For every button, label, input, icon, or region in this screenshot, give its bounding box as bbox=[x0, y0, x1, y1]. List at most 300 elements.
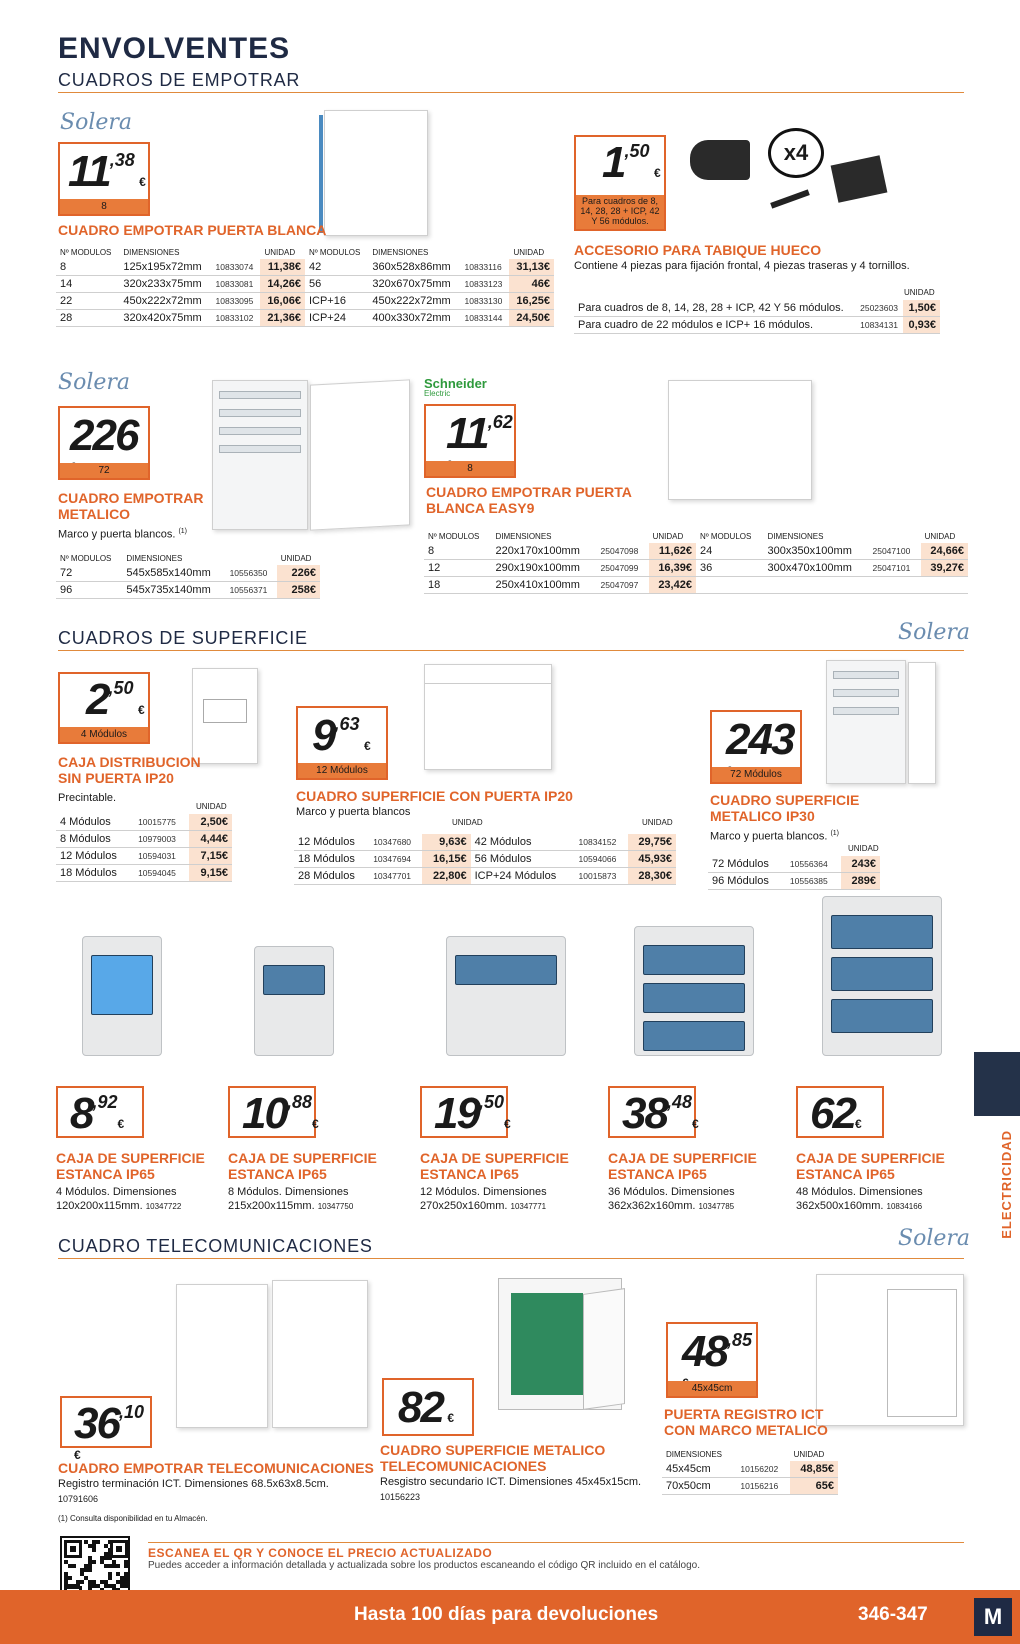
code-cell: 10594066 bbox=[575, 851, 628, 868]
product-description: Precintable. bbox=[58, 792, 117, 804]
column-header bbox=[869, 530, 921, 543]
product-description: Registro terminación ICT. Dimensiones 68.5x63x8.5cm. bbox=[58, 1478, 329, 1490]
table-cell: 12 Módulos bbox=[294, 834, 369, 851]
price-cell: 31,13€ bbox=[509, 259, 554, 276]
product-image-cuadro-empotrar bbox=[324, 110, 428, 236]
column-header: UNIDAD bbox=[513, 248, 545, 257]
qr-module bbox=[108, 1540, 112, 1544]
product-title: CAJA DE SUPERFICIE ESTANCA IP65 bbox=[56, 1150, 205, 1183]
column-header: UNIDAD bbox=[793, 1450, 825, 1459]
page-numbers: 346-347 bbox=[858, 1604, 928, 1625]
code-cell: 10347701 bbox=[369, 868, 422, 885]
door-panel bbox=[263, 965, 325, 995]
code-cell: 25047099 bbox=[597, 560, 649, 577]
qr-module bbox=[124, 1584, 128, 1588]
price-cell: 16,06€ bbox=[260, 293, 304, 310]
product-image-screw bbox=[770, 189, 810, 208]
code-cell: 10556364 bbox=[786, 856, 841, 873]
product-description: 4 Módulos. Dimensiones bbox=[56, 1186, 177, 1198]
price-box bbox=[574, 135, 666, 231]
table-cell: 300x470x100mm bbox=[763, 560, 868, 577]
price-box bbox=[666, 1322, 758, 1398]
column-header: UNIDAD bbox=[264, 248, 296, 257]
brand-logo-solera: Solera bbox=[58, 370, 131, 395]
section-title-superficie: CUADROS DE SUPERFICIE bbox=[58, 628, 308, 648]
column-header bbox=[212, 246, 261, 259]
table-cell: 18 Módulos bbox=[294, 851, 369, 868]
price-integer: 1 bbox=[602, 138, 625, 187]
description-text: Marco y puerta blancos. bbox=[58, 528, 176, 541]
table-cell: ICP+16 bbox=[305, 293, 368, 310]
price-cell: 289€ bbox=[841, 873, 880, 890]
price-tag: 4 Módulos bbox=[60, 727, 148, 742]
product-image-clip bbox=[690, 140, 750, 180]
product-image-telecom-metalico bbox=[498, 1278, 622, 1410]
product-description bbox=[58, 528, 187, 541]
price-cell: 22,80€ bbox=[422, 868, 470, 885]
table-cell: 400x330x72mm bbox=[368, 310, 460, 327]
price-box bbox=[58, 142, 150, 216]
qr-module bbox=[88, 1568, 92, 1572]
price-cell: 11,38€ bbox=[260, 259, 304, 276]
brand-logo-schneider bbox=[424, 376, 487, 398]
product-image-telecom-right bbox=[272, 1280, 368, 1428]
product-code: 10834166 bbox=[886, 1202, 923, 1211]
code-cell: 25047100 bbox=[869, 543, 921, 560]
price-cell: 45,93€ bbox=[628, 851, 676, 868]
price-cell: 11,62€ bbox=[649, 543, 696, 560]
code-cell: 10834152 bbox=[575, 834, 628, 851]
price-integer: 36 bbox=[74, 1399, 119, 1448]
code-cell: 25023603 bbox=[856, 300, 903, 317]
table-cell: Para cuadros de 8, 14, 28, 28 + ICP, 42 Y 56 módulos. bbox=[574, 300, 856, 317]
product-dimensions-line bbox=[796, 1200, 922, 1213]
table-row bbox=[56, 565, 320, 582]
code-cell: 10556371 bbox=[226, 582, 277, 599]
qr-module bbox=[108, 1576, 112, 1580]
table-row bbox=[294, 851, 676, 868]
price-cell: 48,85€ bbox=[790, 1461, 838, 1478]
qr-module bbox=[124, 1564, 128, 1568]
product-image-bracket bbox=[831, 155, 888, 203]
spec-table bbox=[574, 300, 940, 334]
qr-module bbox=[72, 1564, 76, 1568]
section-divider bbox=[58, 92, 964, 93]
table-cell: 125x195x72mm bbox=[119, 259, 211, 276]
table-row bbox=[56, 293, 554, 310]
code-cell: 10156216 bbox=[736, 1478, 789, 1495]
table-cell: 96 bbox=[56, 582, 122, 599]
product-image-door bbox=[908, 662, 936, 784]
price-cell: 4,44€ bbox=[189, 831, 232, 848]
price-box bbox=[382, 1378, 474, 1436]
column-header: UNIDAD bbox=[652, 532, 684, 541]
price-cell: 9,15€ bbox=[189, 865, 232, 882]
table-cell: 28 bbox=[56, 310, 119, 327]
code-cell: 25047098 bbox=[597, 543, 649, 560]
table-row bbox=[56, 259, 554, 276]
code-cell: 10015873 bbox=[575, 868, 628, 885]
price-currency: € bbox=[74, 1448, 81, 1462]
price-cell: 21,36€ bbox=[260, 310, 304, 327]
product-image-door bbox=[310, 379, 410, 530]
table-row bbox=[424, 560, 968, 577]
product-description: Resgistro secundario ICT. Dimensiones 45x45x15cm. bbox=[380, 1476, 642, 1488]
price-decimal: ,92 bbox=[92, 1092, 118, 1112]
price-box bbox=[796, 1086, 884, 1138]
door-panel bbox=[831, 999, 933, 1033]
column-header-unidad: UNIDAD bbox=[452, 818, 483, 827]
product-description: Marco y puerta blancos bbox=[296, 806, 411, 818]
price-cell: 39,27€ bbox=[921, 560, 968, 577]
price-integer: 226 bbox=[70, 411, 138, 460]
section-divider bbox=[58, 650, 964, 651]
price-cell: 24,50€ bbox=[509, 310, 554, 327]
code-cell: 25047101 bbox=[869, 560, 921, 577]
dimensions: 120x200x115mm. bbox=[56, 1200, 143, 1212]
door-panel bbox=[831, 915, 933, 949]
qr-marker bbox=[110, 1540, 128, 1558]
column-header-unidad: UNIDAD bbox=[848, 844, 879, 853]
price-box bbox=[56, 1086, 144, 1138]
code-cell: 10347694 bbox=[369, 851, 422, 868]
table-cell: 56 bbox=[305, 276, 368, 293]
price-box bbox=[58, 406, 150, 480]
table-cell: 45x45cm bbox=[662, 1461, 736, 1478]
table-cell: 56 Módulos bbox=[471, 851, 575, 868]
table-row bbox=[708, 873, 880, 890]
table-cell: 28 Módulos bbox=[294, 868, 369, 885]
code-cell: 10015775 bbox=[134, 814, 189, 831]
price-integer: 8 bbox=[70, 1089, 93, 1138]
qr-module bbox=[68, 1576, 72, 1580]
table-cell: ICP+24 Módulos bbox=[471, 868, 575, 885]
door-panel bbox=[455, 955, 557, 985]
page-title: ENVOLVENTES bbox=[58, 32, 291, 65]
table-cell: 14 bbox=[56, 276, 119, 293]
price-cell: 1,50€ bbox=[903, 300, 940, 317]
door-panel bbox=[831, 957, 933, 991]
qr-module bbox=[92, 1548, 96, 1552]
price-box bbox=[228, 1086, 319, 1138]
column-header: Nº MODULOS bbox=[308, 248, 361, 257]
product-image-ip65 bbox=[822, 896, 942, 1056]
price-currency: € bbox=[311, 1117, 319, 1131]
column-header: UNIDAD bbox=[280, 554, 312, 563]
product-dimensions-line bbox=[56, 1200, 181, 1213]
price-currency: € bbox=[117, 1117, 125, 1131]
price-currency: € bbox=[137, 703, 145, 717]
qr-description: Puedes acceder a información detallada y actualizada sobre los productos escaneando el código QR incluido en el catálogo. bbox=[148, 1560, 701, 1571]
table-cell: 72 bbox=[56, 565, 122, 582]
column-header: DIMENSIONES bbox=[126, 554, 183, 563]
code-cell: 10979003 bbox=[134, 831, 189, 848]
table-cell: 220x170x100mm bbox=[492, 543, 597, 560]
price-integer: 2 bbox=[86, 675, 109, 724]
dimensions: 362x500x160mm. bbox=[796, 1200, 884, 1212]
table-cell: 320x420x75mm bbox=[119, 310, 211, 327]
price-cell: 0,93€ bbox=[903, 317, 940, 334]
table-row bbox=[56, 831, 232, 848]
spec-table bbox=[56, 246, 554, 327]
price-cell: 226€ bbox=[277, 565, 320, 582]
column-header: DIMENSIONES bbox=[123, 248, 180, 257]
spec-table bbox=[56, 552, 320, 599]
table-cell: 4 Módulos bbox=[56, 814, 134, 831]
price-decimal: ,63 bbox=[334, 714, 360, 734]
product-code: 10347750 bbox=[317, 1202, 354, 1211]
product-title: CUADRO EMPOTRAR PUERTA BLANCA EASY9 bbox=[426, 484, 632, 517]
price-cell: 28,30€ bbox=[628, 868, 676, 885]
product-image-cuadro-metalico bbox=[212, 380, 308, 530]
column-header: Nº MODULOS bbox=[60, 554, 112, 563]
product-image-ip65 bbox=[446, 936, 566, 1056]
table-row bbox=[56, 310, 554, 327]
brand-sub: Electric bbox=[424, 389, 451, 398]
price-cell: 46€ bbox=[509, 276, 554, 293]
product-code: 10156223 bbox=[380, 1492, 421, 1502]
table-cell: 22 bbox=[56, 293, 119, 310]
table-cell bbox=[763, 577, 868, 594]
product-image-superficie-metalico bbox=[826, 660, 906, 784]
code-cell: 10156202 bbox=[736, 1461, 789, 1478]
quantity-badge: x4 bbox=[768, 128, 824, 178]
product-title: CAJA DE SUPERFICIE ESTANCA IP65 bbox=[608, 1150, 757, 1183]
product-description: 36 Módulos. Dimensiones bbox=[608, 1186, 735, 1198]
product-title: CUADRO EMPOTRAR TELECOMUNICACIONES bbox=[58, 1460, 374, 1476]
column-header: Nº MODULOS bbox=[60, 248, 112, 257]
column-header bbox=[597, 530, 649, 543]
footnote-ref: (1) bbox=[830, 830, 840, 837]
section-divider bbox=[58, 1258, 964, 1259]
product-image-caja-ip20 bbox=[192, 668, 258, 764]
product-title: CUADRO EMPOTRAR PUERTA BLANCA bbox=[58, 222, 327, 238]
table-row bbox=[424, 543, 968, 560]
price-tag: 8 bbox=[426, 461, 514, 476]
brand-logo-solera: Solera bbox=[60, 110, 133, 135]
price-currency: € bbox=[503, 1117, 511, 1131]
product-code: 10347722 bbox=[145, 1202, 182, 1211]
price-tag: 12 Módulos bbox=[298, 763, 386, 778]
product-image-easy9 bbox=[668, 380, 812, 500]
dimensions: 362x362x160mm. bbox=[608, 1200, 696, 1212]
brand-logo-solera: Solera bbox=[898, 1226, 971, 1251]
price-cell: 243€ bbox=[841, 856, 880, 873]
door-panel bbox=[643, 1021, 745, 1051]
price-currency: € bbox=[139, 175, 146, 189]
code-cell: 10833123 bbox=[461, 276, 510, 293]
table-cell: 24 bbox=[696, 543, 764, 560]
price-integer: 48 bbox=[682, 1327, 727, 1376]
table-row bbox=[56, 865, 232, 882]
table-cell: 8 bbox=[424, 543, 492, 560]
product-title: ACCESORIO PARA TABIQUE HUECO bbox=[574, 242, 822, 258]
code-cell: 10556350 bbox=[226, 565, 277, 582]
section-title-empotrar: CUADROS DE EMPOTRAR bbox=[58, 70, 301, 90]
table-cell: 250x410x100mm bbox=[492, 577, 597, 594]
price-box bbox=[710, 710, 802, 784]
price-tag: Para cuadros de 8, 14, 28, 28 + ICP, 42 Y 56 módulos. bbox=[576, 195, 664, 229]
column-header: DIMENSIONES bbox=[767, 532, 824, 541]
price-decimal: ,88 bbox=[286, 1092, 312, 1112]
product-image-ip65 bbox=[82, 936, 162, 1056]
qr-module bbox=[92, 1560, 96, 1564]
door-panel bbox=[91, 955, 153, 1015]
table-row bbox=[294, 868, 676, 885]
brand-name: Schneider bbox=[424, 376, 487, 391]
price-cell: 258€ bbox=[277, 582, 320, 599]
price-cell: 23,42€ bbox=[649, 577, 696, 594]
code-cell: 10833095 bbox=[212, 293, 261, 310]
price-currency: € bbox=[363, 739, 371, 753]
price-decimal: ,85 bbox=[726, 1330, 752, 1350]
price-integer: 19 bbox=[434, 1089, 479, 1138]
price-cell: 29,75€ bbox=[628, 834, 676, 851]
price-box bbox=[608, 1086, 699, 1138]
product-description: 8 Módulos. Dimensiones bbox=[228, 1186, 349, 1198]
table-row bbox=[424, 577, 968, 594]
price-decimal: ,10 bbox=[118, 1402, 144, 1422]
price-integer: 62 bbox=[810, 1089, 855, 1138]
price-box bbox=[420, 1086, 511, 1138]
table-cell: 545x585x140mm bbox=[122, 565, 225, 582]
table-row bbox=[574, 317, 940, 334]
price-tag: 72 bbox=[60, 463, 148, 478]
table-row bbox=[56, 276, 554, 293]
product-title: CUADRO SUPERFICIE METALICO TELECOMUNICACIONES bbox=[380, 1442, 606, 1475]
price-currency: € bbox=[447, 1411, 455, 1425]
code-cell: 25047097 bbox=[597, 577, 649, 594]
product-dimensions-line bbox=[420, 1200, 546, 1213]
table-cell: 18 bbox=[424, 577, 492, 594]
column-header: Nº MODULOS bbox=[428, 532, 480, 541]
footnote-ref: (1) bbox=[178, 528, 188, 535]
brand-logo-m: M bbox=[974, 1598, 1012, 1636]
product-title: CAJA DE SUPERFICIE ESTANCA IP65 bbox=[420, 1150, 569, 1183]
price-integer: 243 bbox=[726, 715, 794, 764]
price-decimal: ,48 bbox=[666, 1092, 692, 1112]
section-label: ELECTRICIDAD bbox=[999, 1130, 1014, 1239]
product-title: CAJA DE SUPERFICIE ESTANCA IP65 bbox=[796, 1150, 945, 1183]
table-row bbox=[574, 300, 940, 317]
table-cell: 36 bbox=[696, 560, 764, 577]
code-cell: 10556385 bbox=[786, 873, 841, 890]
product-title: CUADRO SUPERFICIE CON PUERTA IP20 bbox=[296, 788, 573, 804]
price-cell: 24,66€ bbox=[921, 543, 968, 560]
table-row bbox=[56, 848, 232, 865]
price-tag: 72 Módulos bbox=[712, 767, 800, 782]
spec-table bbox=[294, 834, 676, 885]
section-title-telecomunicaciones: CUADRO TELECOMUNICACIONES bbox=[58, 1236, 373, 1256]
table-row bbox=[708, 856, 880, 873]
table-cell: 360x528x86mm bbox=[368, 259, 460, 276]
table-row bbox=[56, 814, 232, 831]
product-image-telecom-left bbox=[176, 1284, 268, 1428]
price-cell: 65€ bbox=[790, 1478, 838, 1495]
product-code: 10347785 bbox=[698, 1202, 735, 1211]
table-cell: 450x222x72mm bbox=[119, 293, 211, 310]
table-row bbox=[56, 582, 320, 599]
table-cell: 320x670x75mm bbox=[368, 276, 460, 293]
column-header: DIMENSIONES bbox=[372, 248, 429, 257]
table-cell: 70x50cm bbox=[662, 1478, 736, 1495]
product-image-puerta-registro bbox=[816, 1274, 964, 1426]
product-title: CUADRO SUPERFICIE METALICO IP30 bbox=[710, 792, 860, 825]
price-tag: 45x45cm bbox=[668, 1381, 756, 1396]
table-cell: 320x233x75mm bbox=[119, 276, 211, 293]
table-cell: 290x190x100mm bbox=[492, 560, 597, 577]
code-cell bbox=[869, 577, 921, 594]
spec-table bbox=[662, 1448, 838, 1495]
column-header bbox=[226, 552, 277, 565]
column-header bbox=[461, 246, 510, 259]
column-header: UNIDAD bbox=[924, 532, 956, 541]
table-cell: 12 bbox=[424, 560, 492, 577]
table-cell bbox=[696, 577, 764, 594]
price-cell: 7,15€ bbox=[189, 848, 232, 865]
column-header: Nº MODULOS bbox=[699, 532, 752, 541]
table-cell: 42 Módulos bbox=[471, 834, 575, 851]
product-image-ip65 bbox=[634, 926, 754, 1056]
price-decimal: ,62 bbox=[487, 412, 513, 432]
table-cell: 96 Módulos bbox=[708, 873, 786, 890]
table-cell: 450x222x72mm bbox=[368, 293, 460, 310]
code-cell: 10833144 bbox=[461, 310, 510, 327]
price-decimal: ,50 bbox=[624, 141, 650, 161]
code-cell: 10833116 bbox=[461, 259, 510, 276]
price-decimal: ,50 bbox=[478, 1092, 504, 1112]
table-cell: Para cuadro de 22 módulos e ICP+ 16 módulos. bbox=[574, 317, 856, 334]
code-cell: 10833074 bbox=[212, 259, 261, 276]
table-row bbox=[662, 1461, 838, 1478]
price-decimal: ,50 bbox=[108, 678, 134, 698]
product-dimensions-line bbox=[228, 1200, 353, 1213]
product-code: 10347771 bbox=[510, 1202, 547, 1211]
price-integer: 11 bbox=[68, 147, 110, 196]
code-cell: 10594031 bbox=[134, 848, 189, 865]
qr-title: ESCANEA EL QR Y CONOCE EL PRECIO ACTUALIZADO bbox=[148, 1546, 493, 1560]
price-currency: € bbox=[854, 1117, 862, 1131]
price-box bbox=[424, 404, 516, 478]
product-description: Contiene 4 piezas para fijación frontal, 4 piezas traseras y 4 tornillos. bbox=[574, 260, 910, 272]
table-row bbox=[294, 834, 676, 851]
column-header: DIMENSIONES bbox=[666, 1450, 723, 1459]
spec-table bbox=[424, 530, 968, 594]
section-tab bbox=[974, 1052, 1020, 1116]
spec-table bbox=[708, 856, 880, 890]
product-code: 10791606 bbox=[58, 1494, 99, 1504]
product-image-superficie-ip20 bbox=[424, 664, 552, 770]
qr-marker bbox=[64, 1540, 82, 1558]
code-cell: 10833102 bbox=[212, 310, 261, 327]
product-title: CAJA DE SUPERFICIE ESTANCA IP65 bbox=[228, 1150, 377, 1183]
product-description: 12 Módulos. Dimensiones bbox=[420, 1186, 547, 1198]
table-cell: 42 bbox=[305, 259, 368, 276]
price-cell: 2,50€ bbox=[189, 814, 232, 831]
price-cell: 16,15€ bbox=[422, 851, 470, 868]
code-cell: 10833081 bbox=[212, 276, 261, 293]
product-title: CUADRO EMPOTRAR METALICO bbox=[58, 490, 204, 523]
product-description bbox=[710, 830, 839, 843]
spec-table bbox=[56, 814, 232, 882]
product-description: 48 Módulos. Dimensiones bbox=[796, 1186, 923, 1198]
footer-slogan: Hasta 100 días para devoluciones bbox=[354, 1604, 659, 1625]
footnote: (1) Consulta disponibilidad en tu Almacén. bbox=[58, 1514, 208, 1523]
description-text: Marco y puerta blancos. bbox=[710, 830, 828, 843]
price-integer: 11 bbox=[446, 409, 488, 458]
brand-logo-solera: Solera bbox=[898, 620, 971, 645]
qr-module bbox=[96, 1540, 100, 1544]
